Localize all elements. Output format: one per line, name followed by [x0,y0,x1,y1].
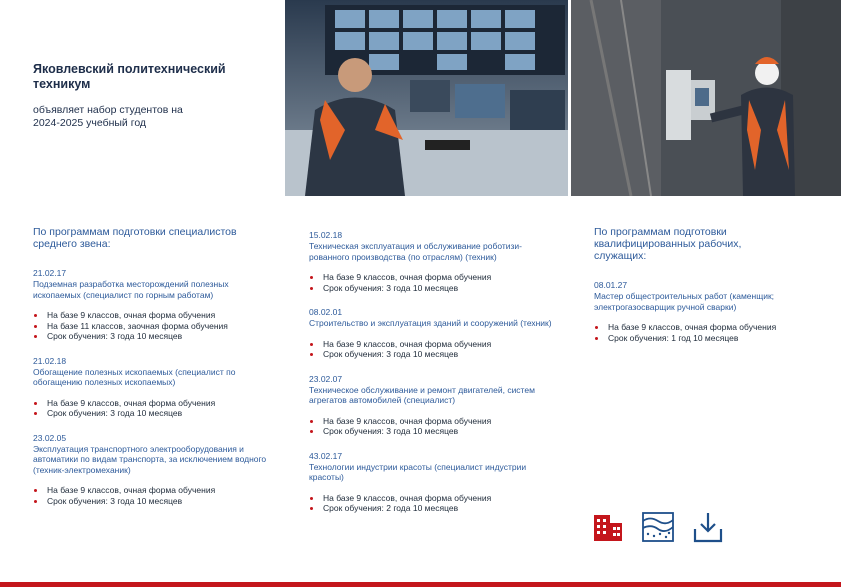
program-detail: На базе 9 классов, очная форма обучения [33,485,273,496]
program-detail: Срок обучения: 2 года 10 месяцев [309,503,559,514]
program-detail: Срок обучения: 3 года 10 месяцев [309,283,559,294]
program-detail: На базе 9 классов, очная форма обучения [594,322,824,333]
program-block [309,307,559,360]
program-detail: Срок обучения: 3 года 10 месяцев [33,496,273,507]
program-block [33,356,273,419]
program-detail: На базе 9 классов, очная форма обучения [309,272,559,283]
program-code: 21.02.18 [33,355,67,366]
college-title: Яковлевский политехнический техникум [33,62,226,91]
download-tray-icon [692,511,724,543]
icon-row [592,511,724,543]
control-room-photo [285,0,568,196]
program-detail: На базе 11 классов, заочная форма обучения [33,321,273,332]
program-name: Технологии индустрии красоты (специалист индустрии красоты) [309,461,527,482]
program-block [309,230,559,293]
section-heading: По программам подготовки квалифицированных рабочих, служащих: [594,226,742,262]
program-block [33,268,273,342]
column-mid-level-specialists [33,224,273,520]
program-block [309,451,559,514]
program-name: Техническое обслуживание и ремонт двигателей, систем агрегатов автомобилей (специалист) [309,384,535,405]
column-additional-programs [309,230,559,528]
column-qualified-workers [594,224,824,357]
program-block [33,433,273,507]
industrial-worker-photo [571,0,841,196]
program-name: Мастер общестроительных работ (каменщик; электрогазосварщик ручной сварки) [594,291,775,312]
program-name: Подземная разработка месторождений полезных ископаемых (специалист по горным работам) [33,279,229,300]
program-detail: Срок обучения: 3 года 10 месяцев [33,408,273,419]
program-code: 08.02.01 [309,307,343,317]
program-detail: На базе 9 классов, очная форма обучения [309,416,559,427]
accent-bar [0,582,841,587]
program-code: 21.02.17 [33,268,67,278]
program-detail: На базе 9 классов, очная форма обучения [309,339,559,350]
program-code: 43.02.17 [309,450,343,461]
program-name: Эксплуатация транспортного электрооборудования и автоматики по видам транспорта, за исключением водного (техник-электромеханик) [33,443,267,475]
program-detail: Срок обучения: 1 год 10 месяцев [594,333,824,344]
program-name: Строительство и эксплуатация зданий и сооружений (техник) [309,318,552,328]
program-code: 15.02.18 [309,230,343,240]
program-block [594,280,824,343]
program-detail: Срок обучения: 3 года 10 месяцев [309,349,559,360]
program-detail: На базе 9 классов, очная форма обучения [33,310,273,321]
building-icon [592,511,624,543]
section-heading: По программам подготовки специалистов среднего звена: [33,226,237,250]
program-detail: На базе 9 классов, очная форма обучения [33,398,273,409]
terrain-layers-icon [642,511,674,543]
program-detail: Срок обучения: 3 года 10 месяцев [309,426,559,437]
program-detail: На базе 9 классов, очная форма обучения [309,493,559,504]
program-code: 23.02.07 [309,373,343,384]
program-name: Обогащение полезных ископаемых (специалист по обогащению полезных ископаемых) [33,366,236,387]
program-name: Техническая эксплуатация и обслуживание роботизи-рованного производства (по отраслям) (техник) [309,241,522,262]
program-code: 08.01.27 [594,280,628,290]
program-block [309,374,559,437]
program-detail: Срок обучения: 3 года 10 месяцев [33,331,273,342]
admission-subtitle: объявляет набор студентов на 2024-2025 учебный год [33,104,183,129]
program-code: 23.02.05 [33,432,67,443]
